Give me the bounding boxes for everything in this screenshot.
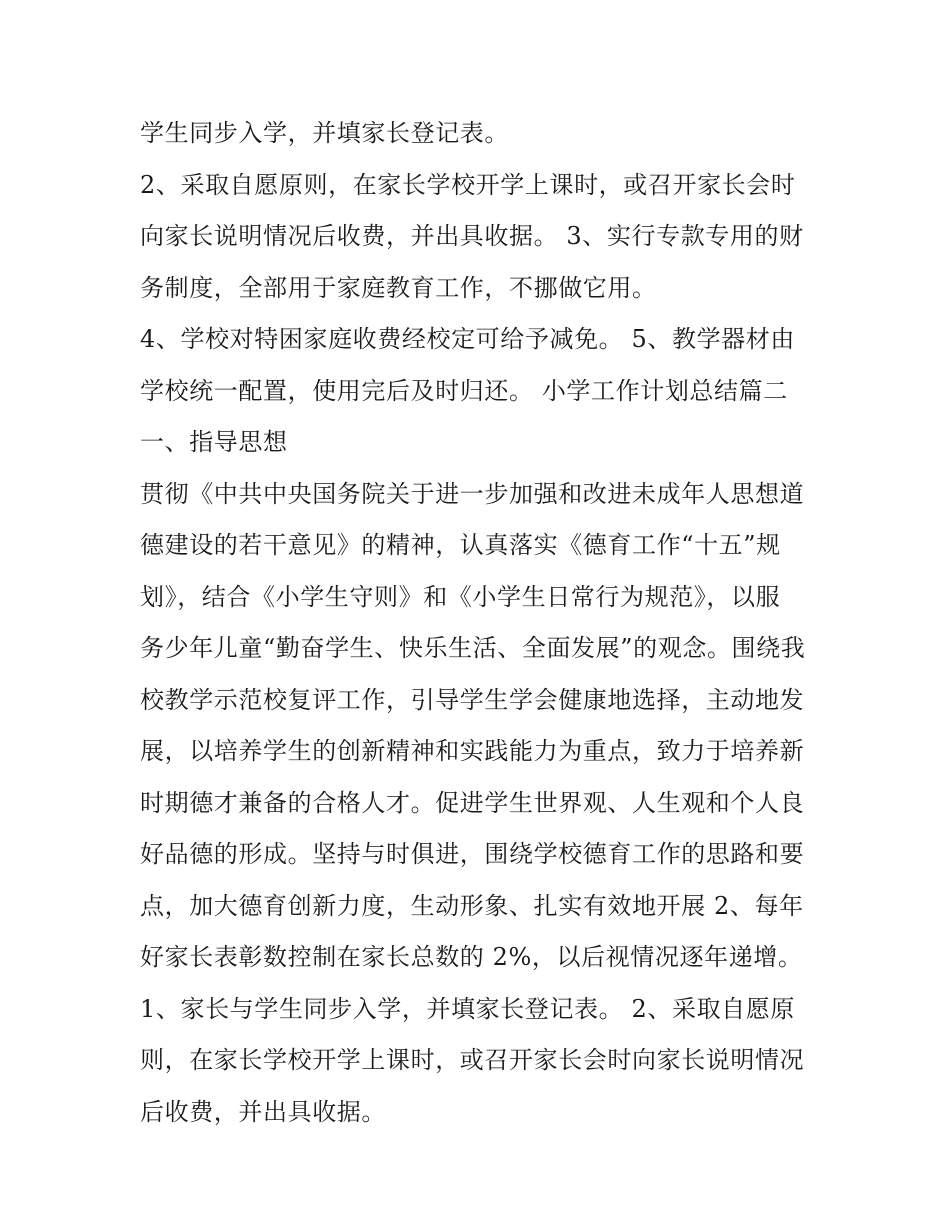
text-line: 则，在家长学校开学上课时，或召开家长会时向家长说明情况: [140, 1046, 805, 1074]
text-line: 好品德的形成。坚持与时俱进，围绕学校德育工作的思路和要: [140, 840, 805, 868]
text-line: 划》，结合《小学生守则》和《小学生日常行为规范》，以服: [140, 582, 781, 611]
text-line: 学校统一配置，使用完后及时归还。 小学工作计划总结篇二: [140, 376, 788, 405]
text-line: 时期德才兼备的合格人才。促进学生世界观、人生观和个人良: [140, 788, 805, 817]
text-line: 务制度，全部用于家庭教育工作，不挪做它用。: [140, 273, 657, 302]
text-line: 学生同步入学，并填家长登记表。: [140, 119, 509, 147]
text-line: 好家长表彰数控制在家长总数的 2%，以后视情况逐年递增。: [140, 943, 803, 971]
document-body: [140, 108, 830, 1138]
text-line: 校教学示范校复评工作，引导学生学会健康地选择，主动地发: [140, 685, 805, 714]
text-line: 2、采取自愿原则，在家长学校开学上课时，或召开家长会时: [140, 170, 796, 199]
text-line: 后收费，并出具收据。: [140, 1097, 386, 1126]
section-heading: 一、指导思想: [140, 428, 288, 456]
text-line: 点，加大德育创新力度，生动形象、扎实有效地开展 2、每年: [140, 891, 804, 920]
text-line: 务少年儿童“勤奋学生、快乐生活、全面发展”的观念。围绕我: [140, 634, 806, 662]
text-line: 贯彻《中共中央国务院关于进一步加强和改进未成年人思想道: [140, 479, 805, 508]
text-line: 1、家长与学生同步入学，并填家长登记表。 2、采取自愿原: [140, 994, 795, 1023]
text-line: 向家长说明情况后收费，并出具收据。 3、实行专款专用的财: [140, 222, 804, 250]
text-line: 4、学校对特困家庭收费经校定可给予减免。 5、教学器材由: [140, 325, 795, 353]
text-line: 德建设的若干意见》的精神，认真落实《德育工作“十五”规: [140, 531, 781, 559]
text-line: 展，以培养学生的创新精神和实践能力为重点，致力于培养新: [140, 737, 805, 765]
